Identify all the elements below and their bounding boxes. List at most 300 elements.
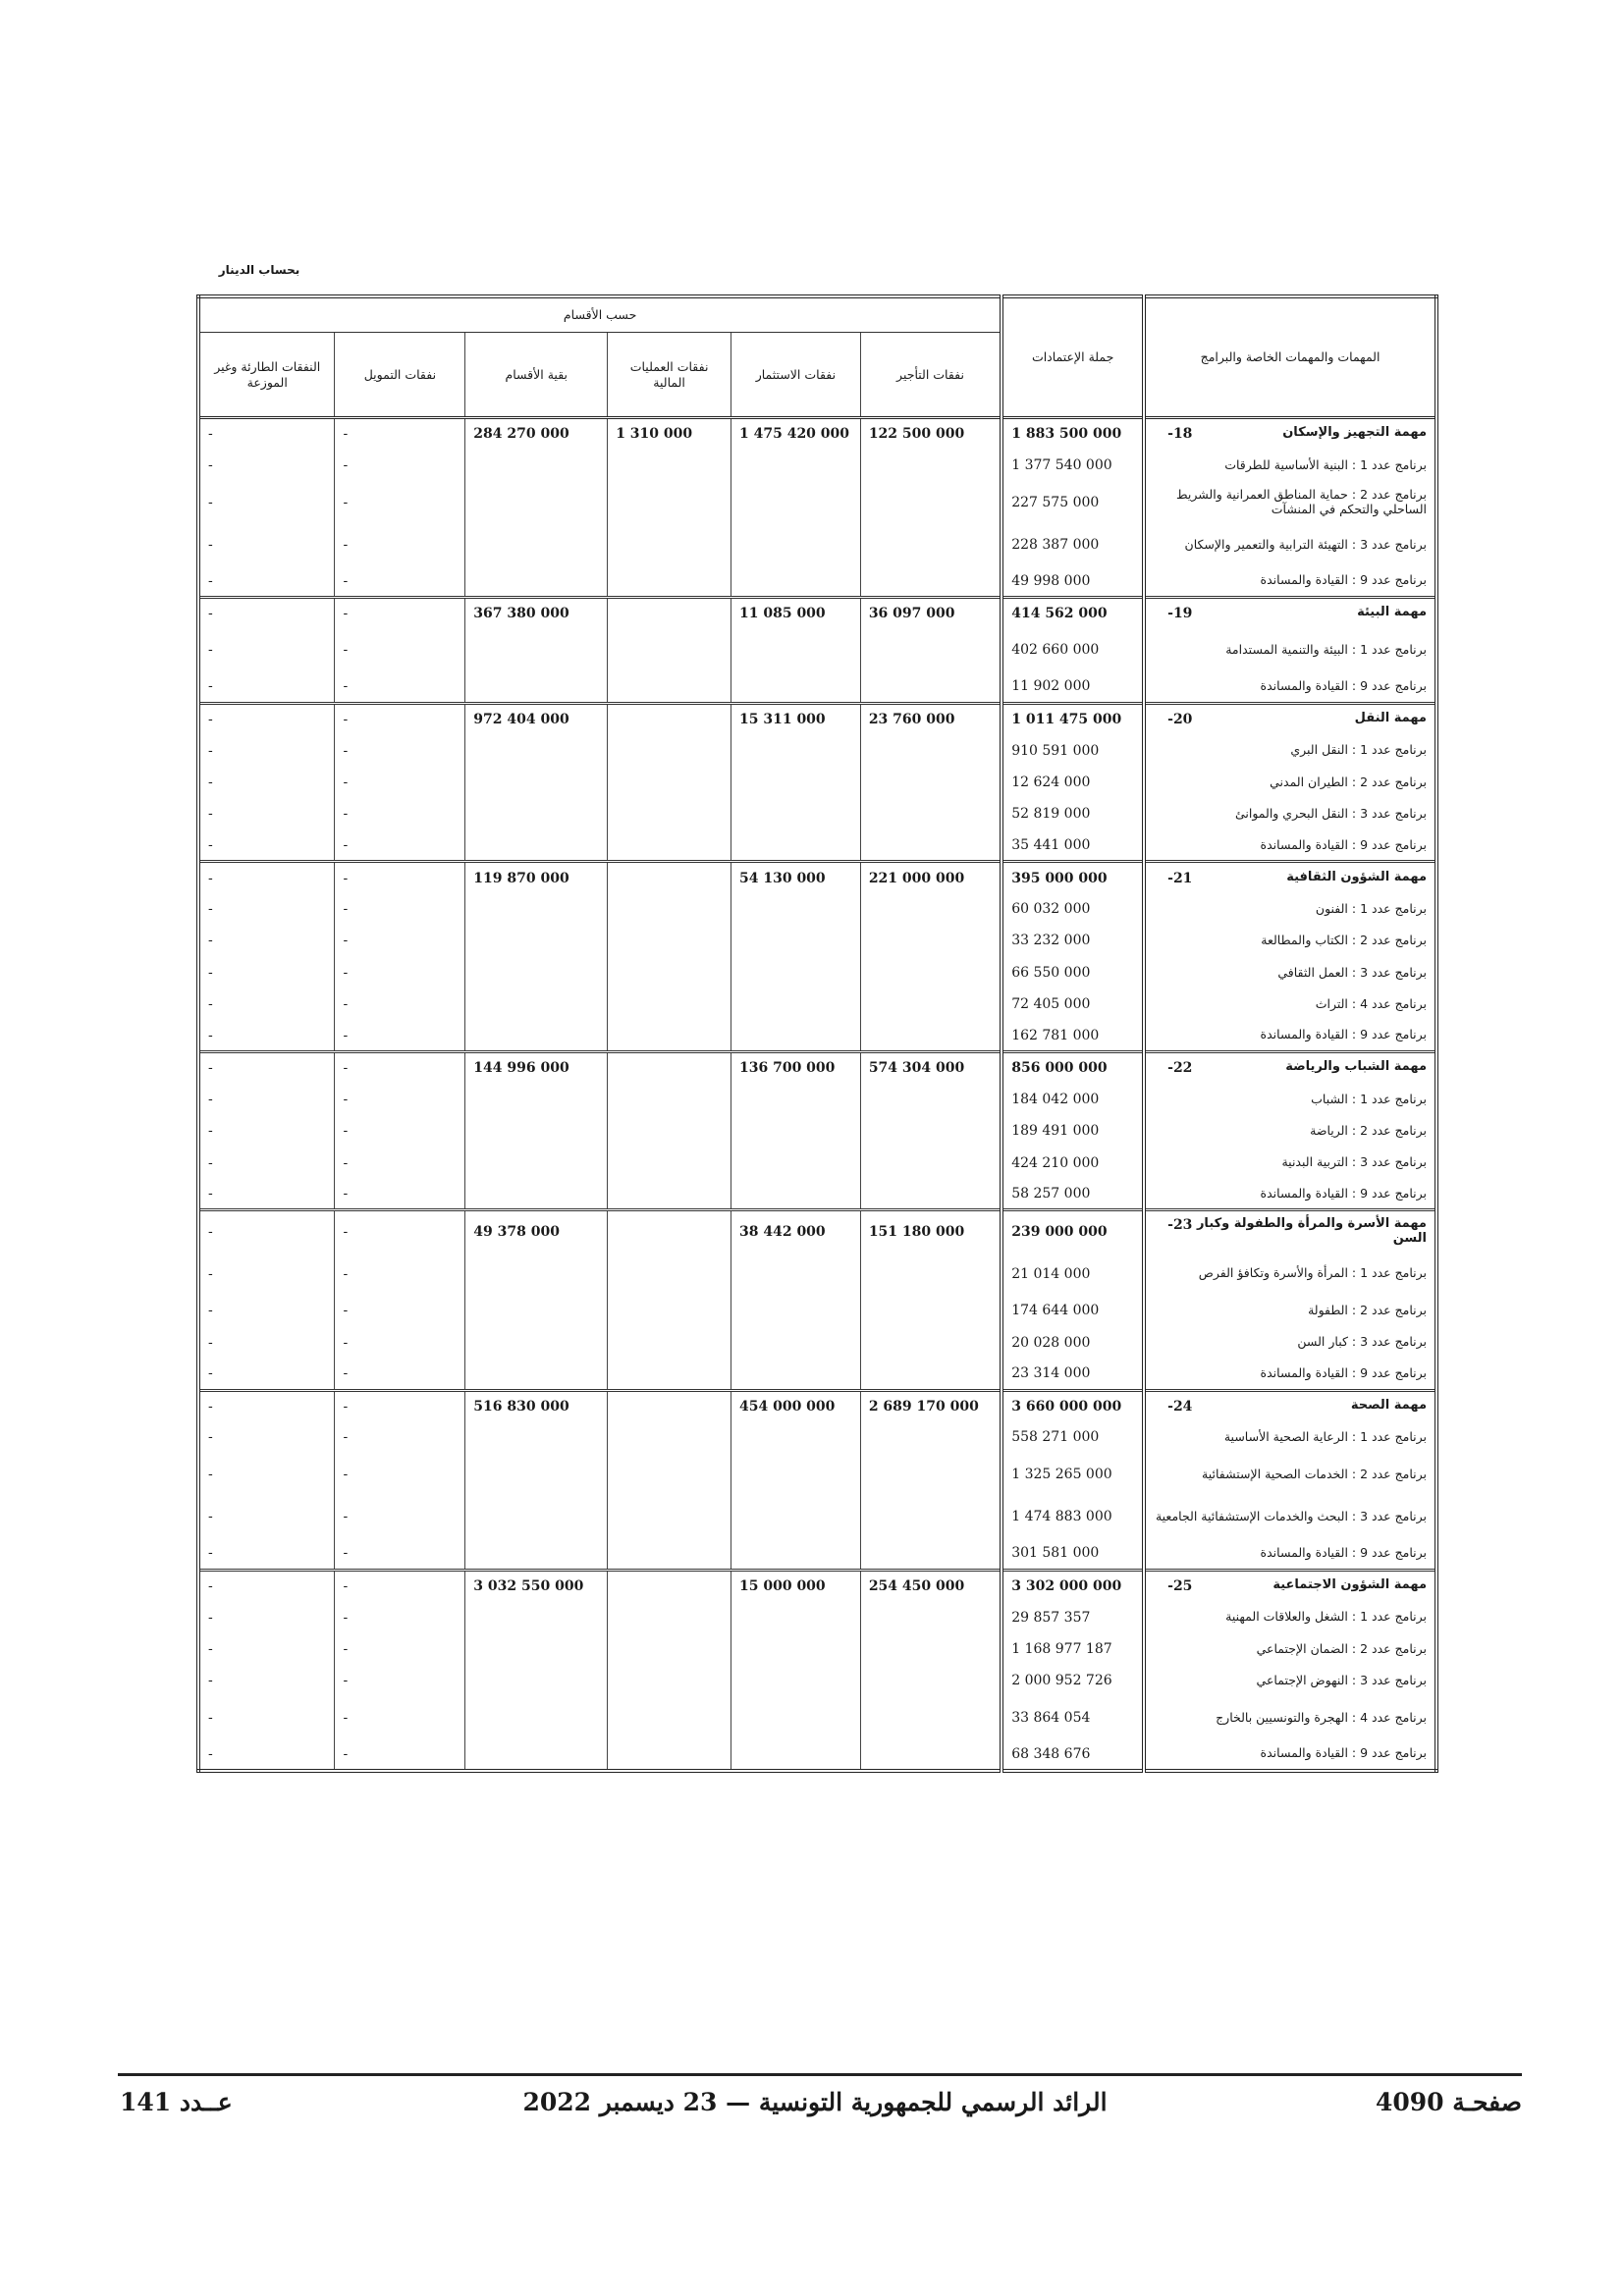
program-total: 2 000 952 726 bbox=[1001, 1665, 1144, 1696]
cell-investment: 136 700 000 bbox=[731, 1051, 860, 1083]
cell-unforeseen-dash: - bbox=[198, 1496, 335, 1538]
cell-unforeseen-dash: - bbox=[198, 957, 335, 988]
cell-investment bbox=[731, 1696, 860, 1738]
cell-other-sections bbox=[465, 1696, 608, 1738]
mission-name: مهمة الصحة bbox=[1350, 1397, 1427, 1413]
program-total: 184 042 000 bbox=[1001, 1084, 1144, 1115]
mission-total: 1 883 500 000 bbox=[1001, 418, 1144, 450]
cell-financing-dash: - bbox=[335, 481, 465, 523]
cell-investment bbox=[731, 1359, 860, 1390]
cell-unforeseen-dash: - bbox=[198, 1601, 335, 1632]
program-total: 228 387 000 bbox=[1001, 523, 1144, 565]
cell-investment bbox=[731, 1738, 860, 1771]
cell-other-sections bbox=[465, 671, 608, 703]
cell-financing-dash: - bbox=[335, 1326, 465, 1358]
cell-financial-ops bbox=[608, 1665, 731, 1696]
mission-row bbox=[198, 862, 1436, 893]
program-row bbox=[198, 1253, 1436, 1295]
cell-financing-dash: - bbox=[335, 1665, 465, 1696]
program-name: برنامج عدد 3 : البحث والخدمات الإستشفائية الجامعية bbox=[1144, 1496, 1436, 1538]
program-total: 60 032 000 bbox=[1001, 893, 1144, 925]
cell-remuneration bbox=[860, 1665, 1001, 1696]
cell-unforeseen-dash: - bbox=[198, 523, 335, 565]
cell-financing-dash: - bbox=[335, 798, 465, 829]
cell-financing-dash: - bbox=[335, 1020, 465, 1051]
cell-financial-ops bbox=[608, 523, 731, 565]
program-row bbox=[198, 1454, 1436, 1496]
program-name: برنامج عدد 9 : القيادة والمساندة bbox=[1144, 1359, 1436, 1390]
mission-name: مهمة النقل bbox=[1354, 711, 1427, 726]
cell-financing-dash: - bbox=[335, 735, 465, 767]
cell-other-sections bbox=[465, 1454, 608, 1496]
cell-remuneration: 254 450 000 bbox=[860, 1570, 1001, 1601]
cell-remuneration bbox=[860, 1020, 1001, 1051]
program-name: برنامج عدد 1 : الفنون bbox=[1144, 893, 1436, 925]
cell-investment bbox=[731, 1115, 860, 1147]
cell-other-sections bbox=[465, 1601, 608, 1632]
cell-financial-ops bbox=[608, 1326, 731, 1358]
program-total: 1 474 883 000 bbox=[1001, 1496, 1144, 1538]
cell-other-sections bbox=[465, 1738, 608, 1771]
cell-financing-dash: - bbox=[335, 1738, 465, 1771]
mission-number: 24- bbox=[1167, 1398, 1193, 1415]
mission-number: 20- bbox=[1167, 712, 1193, 728]
cell-financial-ops bbox=[608, 1210, 731, 1253]
cell-unforeseen-dash: - bbox=[198, 598, 335, 629]
mission-number: 23- bbox=[1167, 1217, 1193, 1234]
cell-investment bbox=[731, 1084, 860, 1115]
cell-unforeseen-dash: - bbox=[198, 767, 335, 798]
cell-financial-ops bbox=[608, 1179, 731, 1210]
cell-financing-dash: - bbox=[335, 450, 465, 481]
cell-unforeseen-dash: - bbox=[198, 735, 335, 767]
cell-unforeseen-dash: - bbox=[198, 1147, 335, 1178]
header-other-sections: بقية الأقسام bbox=[465, 333, 608, 418]
footer-issue-number: عــدد 141 bbox=[120, 2088, 233, 2116]
cell-unforeseen-dash: - bbox=[198, 1633, 335, 1665]
program-name: برنامج عدد 3 : النقل البحري والموانئ bbox=[1144, 798, 1436, 829]
cell-remuneration bbox=[860, 565, 1001, 597]
cell-other-sections: 144 996 000 bbox=[465, 1051, 608, 1083]
cell-investment bbox=[731, 1179, 860, 1210]
program-row bbox=[198, 1538, 1436, 1570]
program-row bbox=[198, 481, 1436, 523]
program-name: برنامج عدد 1 : الشباب bbox=[1144, 1084, 1436, 1115]
cell-financial-ops bbox=[608, 1570, 731, 1601]
cell-other-sections: 119 870 000 bbox=[465, 862, 608, 893]
cell-remuneration bbox=[860, 1326, 1001, 1358]
cell-investment bbox=[731, 1147, 860, 1178]
cell-financing-dash: - bbox=[335, 1295, 465, 1326]
cell-financial-ops bbox=[608, 1253, 731, 1295]
program-total: 66 550 000 bbox=[1001, 957, 1144, 988]
cell-investment bbox=[731, 735, 860, 767]
cell-investment bbox=[731, 450, 860, 481]
cell-unforeseen-dash: - bbox=[198, 862, 335, 893]
cell-unforeseen-dash: - bbox=[198, 1084, 335, 1115]
program-name: برنامج عدد 3 : كبار السن bbox=[1144, 1326, 1436, 1358]
cell-unforeseen-dash: - bbox=[198, 481, 335, 523]
program-row bbox=[198, 957, 1436, 988]
cell-remuneration: 122 500 000 bbox=[860, 418, 1001, 450]
program-total: 910 591 000 bbox=[1001, 735, 1144, 767]
cell-other-sections bbox=[465, 1496, 608, 1538]
cell-unforeseen-dash: - bbox=[198, 798, 335, 829]
cell-investment bbox=[731, 988, 860, 1020]
cell-remuneration bbox=[860, 1496, 1001, 1538]
cell-other-sections bbox=[465, 1665, 608, 1696]
program-name: برنامج عدد 4 : التراث bbox=[1144, 988, 1436, 1020]
cell-unforeseen-dash: - bbox=[198, 1210, 335, 1253]
cell-investment bbox=[731, 798, 860, 829]
cell-financing-dash: - bbox=[335, 1496, 465, 1538]
program-total: 162 781 000 bbox=[1001, 1020, 1144, 1051]
cell-investment bbox=[731, 1454, 860, 1496]
cell-financial-ops bbox=[608, 1147, 731, 1178]
program-total: 33 864 054 bbox=[1001, 1696, 1144, 1738]
cell-unforeseen-dash: - bbox=[198, 418, 335, 450]
cell-remuneration bbox=[860, 1359, 1001, 1390]
cell-other-sections bbox=[465, 988, 608, 1020]
cell-remuneration bbox=[860, 1696, 1001, 1738]
cell-unforeseen-dash: - bbox=[198, 1115, 335, 1147]
mission-name: مهمة الشؤون الثقافية bbox=[1286, 869, 1427, 884]
cell-other-sections bbox=[465, 1179, 608, 1210]
cell-financial-ops bbox=[608, 565, 731, 597]
cell-unforeseen-dash: - bbox=[198, 629, 335, 671]
program-total: 1 377 540 000 bbox=[1001, 450, 1144, 481]
program-total: 20 028 000 bbox=[1001, 1326, 1144, 1358]
program-row bbox=[198, 1696, 1436, 1738]
cell-financial-ops bbox=[608, 893, 731, 925]
cell-investment bbox=[731, 767, 860, 798]
program-total: 402 660 000 bbox=[1001, 629, 1144, 671]
program-row bbox=[198, 767, 1436, 798]
program-name: برنامج عدد 3 : التهيئة الترابية والتعمير والإسكان bbox=[1144, 523, 1436, 565]
cell-investment bbox=[731, 1020, 860, 1051]
cell-investment bbox=[731, 829, 860, 861]
program-row bbox=[198, 1601, 1436, 1632]
mission-total: 239 000 000 bbox=[1001, 1210, 1144, 1253]
program-row bbox=[198, 1179, 1436, 1210]
cell-other-sections bbox=[465, 925, 608, 956]
cell-investment bbox=[731, 565, 860, 597]
cell-investment bbox=[731, 1633, 860, 1665]
cell-financial-ops bbox=[608, 1359, 731, 1390]
cell-unforeseen-dash: - bbox=[198, 829, 335, 861]
program-name: برنامج عدد 2 : الطيران المدني bbox=[1144, 767, 1436, 798]
cell-other-sections bbox=[465, 481, 608, 523]
program-name: برنامج عدد 1 : البيئة والتنمية المستدامة bbox=[1144, 629, 1436, 671]
cell-other-sections bbox=[465, 1084, 608, 1115]
cell-financial-ops bbox=[608, 671, 731, 703]
program-total: 227 575 000 bbox=[1001, 481, 1144, 523]
program-total: 558 271 000 bbox=[1001, 1421, 1144, 1453]
cell-remuneration bbox=[860, 523, 1001, 565]
program-name: برنامج عدد 2 : الضمان الإجتماعي bbox=[1144, 1633, 1436, 1665]
cell-financing-dash: - bbox=[335, 671, 465, 703]
cell-other-sections bbox=[465, 1147, 608, 1178]
cell-remuneration bbox=[860, 1253, 1001, 1295]
mission-number: 25- bbox=[1167, 1577, 1193, 1594]
cell-investment bbox=[731, 523, 860, 565]
footer-page-number: صفحـة 4090 bbox=[1375, 2088, 1522, 2116]
cell-remuneration bbox=[860, 893, 1001, 925]
unit-note: بحساب الدينار bbox=[218, 263, 300, 277]
cell-investment bbox=[731, 671, 860, 703]
cell-unforeseen-dash: - bbox=[198, 1738, 335, 1771]
cell-remuneration bbox=[860, 767, 1001, 798]
cell-investment bbox=[731, 1538, 860, 1570]
cell-financing-dash: - bbox=[335, 1179, 465, 1210]
cell-other-sections bbox=[465, 1326, 608, 1358]
program-row bbox=[198, 671, 1436, 703]
program-row bbox=[198, 1084, 1436, 1115]
program-row bbox=[198, 1147, 1436, 1178]
mission-row bbox=[198, 1051, 1436, 1083]
cell-unforeseen-dash: - bbox=[198, 671, 335, 703]
cell-financing-dash: - bbox=[335, 1601, 465, 1632]
program-name: برنامج عدد 3 : النهوض الإجتماعي bbox=[1144, 1665, 1436, 1696]
mission-total: 395 000 000 bbox=[1001, 862, 1144, 893]
cell-other-sections bbox=[465, 1115, 608, 1147]
mission-name: مهمة الشؤون الاجتماعية bbox=[1272, 1576, 1427, 1592]
cell-unforeseen-dash: - bbox=[198, 450, 335, 481]
cell-other-sections bbox=[465, 629, 608, 671]
cell-financing-dash: - bbox=[335, 1115, 465, 1147]
mission-number: 18- bbox=[1167, 426, 1193, 443]
cell-remuneration bbox=[860, 1421, 1001, 1453]
cell-financing-dash: - bbox=[335, 703, 465, 734]
program-row bbox=[198, 565, 1436, 597]
mission-name-cell bbox=[1144, 1210, 1436, 1253]
cell-remuneration bbox=[860, 798, 1001, 829]
program-name: برنامج عدد 9 : القيادة والمساندة bbox=[1144, 1538, 1436, 1570]
cell-other-sections bbox=[465, 1421, 608, 1453]
cell-remuneration bbox=[860, 450, 1001, 481]
program-name: برنامج عدد 3 : التربية البدنية bbox=[1144, 1147, 1436, 1178]
cell-other-sections bbox=[465, 957, 608, 988]
cell-remuneration bbox=[860, 925, 1001, 956]
mission-name-cell bbox=[1144, 1051, 1436, 1083]
header-remuneration: نفقات التأجير bbox=[860, 333, 1001, 418]
cell-investment bbox=[731, 629, 860, 671]
cell-remuneration bbox=[860, 988, 1001, 1020]
cell-remuneration bbox=[860, 1738, 1001, 1771]
cell-financial-ops bbox=[608, 1421, 731, 1453]
cell-financing-dash: - bbox=[335, 988, 465, 1020]
program-name: برنامج عدد 2 : الكتاب والمطالعة bbox=[1144, 925, 1436, 956]
cell-investment bbox=[731, 1326, 860, 1358]
program-row bbox=[198, 1738, 1436, 1771]
cell-other-sections bbox=[465, 1020, 608, 1051]
program-total: 23 314 000 bbox=[1001, 1359, 1144, 1390]
cell-financial-ops bbox=[608, 1295, 731, 1326]
table-body bbox=[198, 418, 1436, 1772]
header-total: جملة الإعتمادات bbox=[1001, 296, 1144, 418]
program-row bbox=[198, 798, 1436, 829]
cell-financing-dash: - bbox=[335, 925, 465, 956]
mission-row bbox=[198, 1390, 1436, 1421]
cell-other-sections bbox=[465, 893, 608, 925]
header-financial-ops: نفقات العمليات المالية bbox=[608, 333, 731, 418]
cell-financial-ops bbox=[608, 1390, 731, 1421]
cell-financial-ops bbox=[608, 767, 731, 798]
mission-row bbox=[198, 418, 1436, 450]
cell-financial-ops bbox=[608, 1051, 731, 1083]
cell-remuneration: 574 304 000 bbox=[860, 1051, 1001, 1083]
program-total: 301 581 000 bbox=[1001, 1538, 1144, 1570]
mission-number: 21- bbox=[1167, 870, 1193, 886]
program-total: 1 168 977 187 bbox=[1001, 1633, 1144, 1665]
cell-financing-dash: - bbox=[335, 1359, 465, 1390]
mission-row bbox=[198, 1570, 1436, 1601]
cell-financial-ops: 1 310 000 bbox=[608, 418, 731, 450]
mission-name-cell bbox=[1144, 418, 1436, 450]
cell-investment: 38 442 000 bbox=[731, 1210, 860, 1253]
cell-investment bbox=[731, 481, 860, 523]
header-group: حسب الأقسام bbox=[198, 296, 1001, 333]
cell-financing-dash: - bbox=[335, 629, 465, 671]
mission-row bbox=[198, 703, 1436, 734]
mission-total: 856 000 000 bbox=[1001, 1051, 1144, 1083]
cell-unforeseen-dash: - bbox=[198, 565, 335, 597]
program-total: 12 624 000 bbox=[1001, 767, 1144, 798]
cell-unforeseen-dash: - bbox=[198, 1390, 335, 1421]
cell-financial-ops bbox=[608, 450, 731, 481]
cell-investment: 15 000 000 bbox=[731, 1570, 860, 1601]
cell-financial-ops bbox=[608, 1738, 731, 1771]
program-total: 1 325 265 000 bbox=[1001, 1454, 1144, 1496]
cell-financing-dash: - bbox=[335, 418, 465, 450]
header-financing: نفقات التمويل bbox=[335, 333, 465, 418]
cell-financing-dash: - bbox=[335, 1696, 465, 1738]
cell-financing-dash: - bbox=[335, 1454, 465, 1496]
header-investment: نفقات الاستثمار bbox=[731, 333, 860, 418]
cell-investment bbox=[731, 925, 860, 956]
cell-unforeseen-dash: - bbox=[198, 925, 335, 956]
cell-financing-dash: - bbox=[335, 1570, 465, 1601]
mission-row bbox=[198, 598, 1436, 629]
mission-total: 414 562 000 bbox=[1001, 598, 1144, 629]
cell-unforeseen-dash: - bbox=[198, 1020, 335, 1051]
cell-financing-dash: - bbox=[335, 598, 465, 629]
program-row bbox=[198, 450, 1436, 481]
cell-other-sections bbox=[465, 1538, 608, 1570]
program-name: برنامج عدد 1 : الرعاية الصحية الأساسية bbox=[1144, 1421, 1436, 1453]
cell-remuneration bbox=[860, 481, 1001, 523]
cell-other-sections bbox=[465, 523, 608, 565]
program-name: برنامج عدد 9 : القيادة والمساندة bbox=[1144, 1179, 1436, 1210]
mission-name-cell bbox=[1144, 703, 1436, 734]
cell-financial-ops bbox=[608, 1633, 731, 1665]
cell-financing-dash: - bbox=[335, 1633, 465, 1665]
cell-financing-dash: - bbox=[335, 829, 465, 861]
program-total: 33 232 000 bbox=[1001, 925, 1144, 956]
cell-investment: 1 475 420 000 bbox=[731, 418, 860, 450]
program-name: برنامج عدد 2 : حماية المناطق العمرانية والشريط الساحلي والتحكم في المنشآت bbox=[1144, 481, 1436, 523]
program-name: برنامج عدد 9 : القيادة والمساندة bbox=[1144, 1020, 1436, 1051]
cell-remuneration: 221 000 000 bbox=[860, 862, 1001, 893]
program-total: 35 441 000 bbox=[1001, 829, 1144, 861]
program-total: 29 857 357 bbox=[1001, 1601, 1144, 1632]
cell-investment: 11 085 000 bbox=[731, 598, 860, 629]
cell-other-sections bbox=[465, 829, 608, 861]
program-row bbox=[198, 735, 1436, 767]
program-row bbox=[198, 1295, 1436, 1326]
program-row bbox=[198, 1115, 1436, 1147]
cell-other-sections: 49 378 000 bbox=[465, 1210, 608, 1253]
program-row bbox=[198, 1326, 1436, 1358]
program-row bbox=[198, 1421, 1436, 1453]
footer-rule bbox=[118, 2073, 1522, 2076]
cell-other-sections bbox=[465, 1253, 608, 1295]
cell-financial-ops bbox=[608, 1020, 731, 1051]
cell-remuneration bbox=[860, 1601, 1001, 1632]
cell-other-sections: 516 830 000 bbox=[465, 1390, 608, 1421]
program-row bbox=[198, 523, 1436, 565]
program-row bbox=[198, 925, 1436, 956]
cell-financing-dash: - bbox=[335, 565, 465, 597]
program-total: 68 348 676 bbox=[1001, 1738, 1144, 1771]
cell-remuneration: 36 097 000 bbox=[860, 598, 1001, 629]
program-total: 11 902 000 bbox=[1001, 671, 1144, 703]
cell-investment: 54 130 000 bbox=[731, 862, 860, 893]
cell-financing-dash: - bbox=[335, 957, 465, 988]
cell-financial-ops bbox=[608, 798, 731, 829]
program-row bbox=[198, 1665, 1436, 1696]
cell-financing-dash: - bbox=[335, 893, 465, 925]
cell-unforeseen-dash: - bbox=[198, 1051, 335, 1083]
program-name: برنامج عدد 1 : المرأة والأسرة وتكافؤ الفرص bbox=[1144, 1253, 1436, 1295]
cell-investment bbox=[731, 1496, 860, 1538]
cell-financial-ops bbox=[608, 1454, 731, 1496]
cell-unforeseen-dash: - bbox=[198, 988, 335, 1020]
cell-financial-ops bbox=[608, 735, 731, 767]
cell-remuneration: 2 689 170 000 bbox=[860, 1390, 1001, 1421]
mission-row bbox=[198, 1210, 1436, 1253]
cell-unforeseen-dash: - bbox=[198, 1696, 335, 1738]
program-total: 424 210 000 bbox=[1001, 1147, 1144, 1178]
cell-financial-ops bbox=[608, 925, 731, 956]
mission-total: 1 011 475 000 bbox=[1001, 703, 1144, 734]
cell-remuneration: 23 760 000 bbox=[860, 703, 1001, 734]
program-row bbox=[198, 829, 1436, 861]
cell-financial-ops bbox=[608, 957, 731, 988]
cell-financing-dash: - bbox=[335, 1538, 465, 1570]
cell-remuneration bbox=[860, 1538, 1001, 1570]
cell-remuneration bbox=[860, 735, 1001, 767]
mission-total: 3 660 000 000 bbox=[1001, 1390, 1144, 1421]
header-unforeseen: النفقات الطارئة وغير الموزعة bbox=[198, 333, 335, 418]
cell-financing-dash: - bbox=[335, 767, 465, 798]
cell-remuneration bbox=[860, 671, 1001, 703]
cell-other-sections bbox=[465, 565, 608, 597]
cell-investment bbox=[731, 1421, 860, 1453]
mission-name-cell bbox=[1144, 1390, 1436, 1421]
cell-other-sections bbox=[465, 1295, 608, 1326]
program-row bbox=[198, 629, 1436, 671]
cell-unforeseen-dash: - bbox=[198, 1359, 335, 1390]
cell-other-sections bbox=[465, 735, 608, 767]
cell-other-sections bbox=[465, 1359, 608, 1390]
cell-unforeseen-dash: - bbox=[198, 1538, 335, 1570]
program-row bbox=[198, 1359, 1436, 1390]
program-row bbox=[198, 1633, 1436, 1665]
cell-other-sections bbox=[465, 798, 608, 829]
program-name: برنامج عدد 1 : الشغل والعلاقات المهنية bbox=[1144, 1601, 1436, 1632]
program-total: 72 405 000 bbox=[1001, 988, 1144, 1020]
